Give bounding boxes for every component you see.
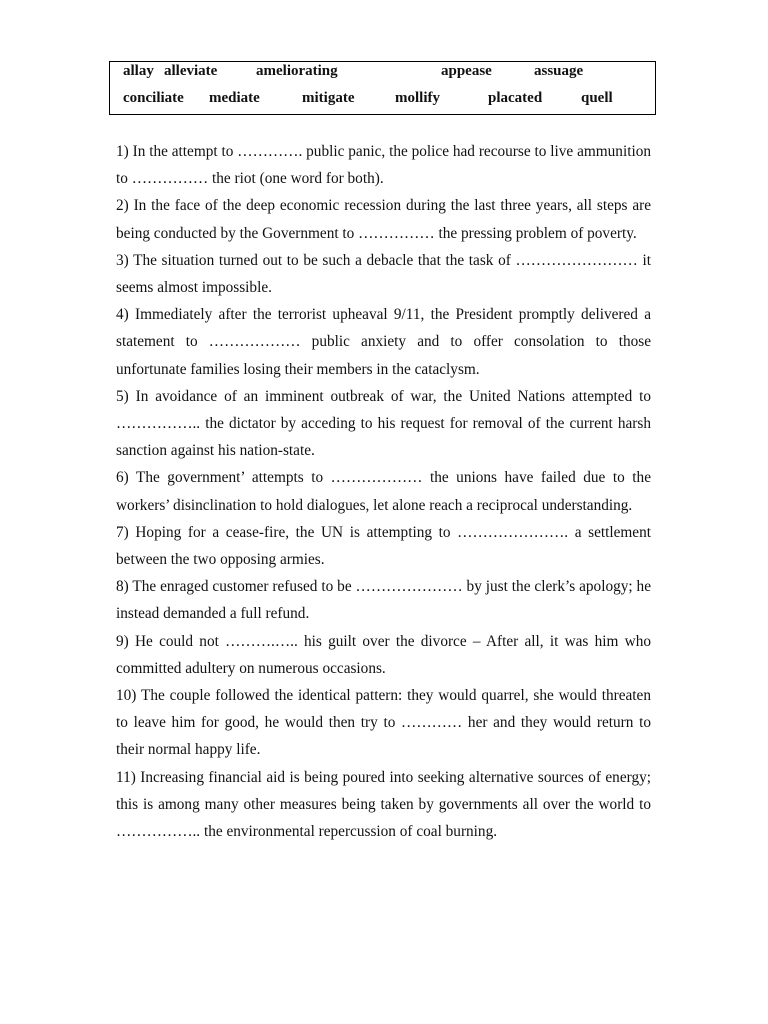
word-bank-item: mediate — [209, 90, 260, 106]
exercise-item: 10) The couple followed the identical pattern: they would quarrel, she would threaten to leave him for good, he would then try to ………… her and they would return to their normal happy life. — [116, 687, 651, 759]
word-bank-item: placated — [488, 90, 543, 106]
exercise-list — [116, 138, 651, 845]
word-bank-item: ameliorating — [256, 63, 338, 79]
exercise-item: 6) The government’ attempts to ……………… the unions have failed due to the workers’ disinclination to hold dialogues, let alone reach a reciprocal understanding. — [116, 469, 651, 514]
word-bank-item: conciliate — [123, 90, 184, 106]
word-bank-item: alleviate — [164, 63, 218, 79]
exercise-item: 4) Immediately after the terrorist upheaval 9/11, the President promptly delivered a statement to ……………… public anxiety and to offer consolation to those unfortunate families losing their members in the cataclysm. — [116, 306, 651, 378]
exercise-item: 2) In the face of the deep economic recession during the last three years, all steps are being conducted by the Government to …………… the pressing problem of poverty. — [116, 197, 651, 242]
exercise-item: 7) Hoping for a cease-fire, the UN is attempting to …………………. a settlement between the two opposing armies. — [116, 523, 651, 569]
word-bank-item: assuage — [534, 63, 584, 79]
word-bank-item: mitigate — [302, 90, 355, 106]
word-bank-item: quell — [581, 90, 613, 106]
exercise-item: 3) The situation turned out to be such a debacle that the task of …………………… it seems almost impossible. — [116, 251, 651, 297]
word-bank-box — [109, 61, 656, 115]
exercise-item: 1) In the attempt to …………. public panic, the police had recourse to live ammunition to …………… the riot (one word for both). — [116, 143, 651, 188]
exercise-item: 8) The enraged customer refused to be ………………… by just the clerk’s apology; he instead demanded a full refund. — [116, 578, 651, 623]
exercise-item: 9) He could not ……….….. his guilt over the divorce – After all, it was him who committed adultery on numerous occasions. — [116, 632, 651, 677]
word-bank-item: allay — [123, 63, 154, 79]
exercise-item: 5) In avoidance of an imminent outbreak of war, the United Nations attempted to …………….. the dictator by acceding to his request for removal of the current harsh sanction against his nation-state. — [116, 387, 651, 460]
exercise-item: 11) Increasing financial aid is being poured into seeking alternative sources of energy; this is among many other measures being taken by governments all over the world to …………….. the environmental repercussion of coal burning. — [116, 768, 651, 841]
word-bank-item: mollify — [395, 90, 440, 106]
word-bank-item: appease — [441, 63, 492, 79]
